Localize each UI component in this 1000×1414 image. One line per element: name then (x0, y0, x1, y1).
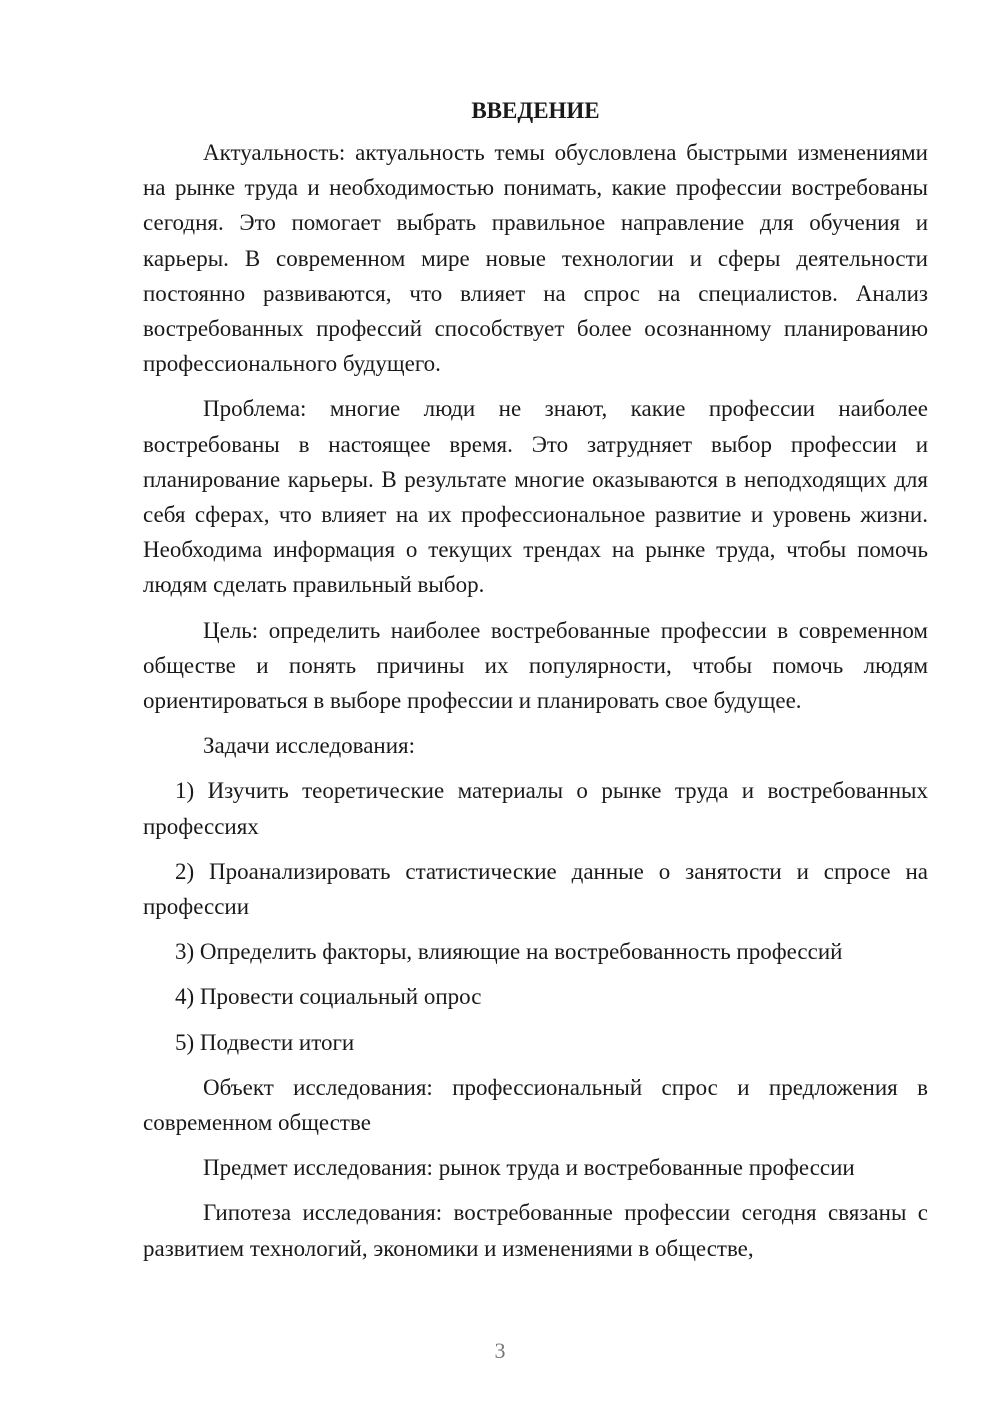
task-item-3: 3) Определить факторы, влияющие на востребованность профессий (175, 939, 843, 965)
paragraph-object: Объект исследования: профессиональный спрос и предложения в современном обществе (143, 1074, 928, 1136)
task-item-5: 5) Подвести итоги (175, 1029, 355, 1055)
paragraph-relevance: Актуальность: актуальность темы обусловлена быстрыми изменениями на рынке труда и необходимостью понимать, какие профессии востребованы сегодня. Это помогает выбрать правильное направление для обучения и карьеры. В современном мире новые технологии и сферы деятельности постоянно развиваются, что влияет на спрос на специалистов. Анализ востребованных профессий способствует более осознанному планированию профессионального будущего. (143, 140, 928, 377)
paragraph-subject: Предмет исследования: рынок труда и востребованные профессии (203, 1155, 855, 1181)
page-content (143, 94, 928, 1276)
tasks-heading: Задачи исследования: (203, 733, 416, 759)
paragraph-goal: Цель: определить наиболее востребованные профессии в современном обществе и понять причины их популярности, чтобы помочь людям ориентироваться в выборе профессии и планировать свое будущее. (143, 617, 928, 714)
paragraph-hypothesis: Гипотеза исследования: востребованные профессии сегодня связаны с развитием технологий, экономики и изменениями в обществе, (143, 1200, 928, 1261)
task-item-1: 1) Изучить теоретические материалы о рынке труда и востребованных профессиях (143, 778, 928, 839)
section-title: ВВЕДЕНИЕ (471, 98, 600, 123)
page-number: 3 (494, 1338, 506, 1363)
task-item-2: 2) Проанализировать статистические данные о занятости и спросе на профессии (143, 858, 928, 920)
paragraph-problem: Проблема: многие люди не знают, какие профессии наиболее востребованы в настоящее время. Это затрудняет выбор профессии и планирование карьеры. В результате многие оказываются в неподходящих для себя сферах, что влияет на их профессиональное развитие и уровень жизни. Необходима информация о текущих трендах на рынке труда, чтобы помочь людям сделать правильный выбор. (143, 396, 928, 598)
task-item-4: 4) Провести социальный опрос (175, 984, 482, 1010)
